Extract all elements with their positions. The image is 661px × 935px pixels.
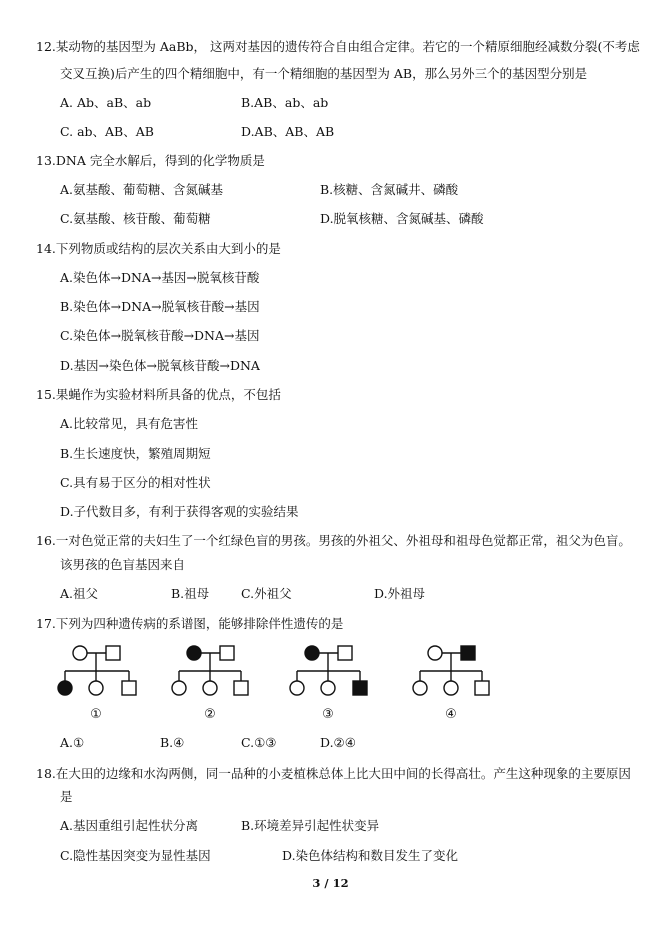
q12-stem-line1: 12.某动物的基因型为 AaBb， 这两对基因的遗传符合自由组合定律。若它的一个精原细胞经减数分裂(不考虑 xyxy=(36,39,640,54)
pedigree3-daughter-normal-2 xyxy=(321,681,335,695)
q16-option-d: D.外祖母 xyxy=(374,586,426,601)
pedigree3-father-normal xyxy=(338,646,352,660)
q14-stem: 14.下列物质或结构的层次关系由大到小的是 xyxy=(36,241,281,256)
q14-option-a: A.染色体→DNA→基因→脱氧核苷酸 xyxy=(60,270,260,285)
q12-option-d: D.AB、AB、AB xyxy=(241,124,335,139)
pedigree4-mother-normal xyxy=(428,646,442,660)
pedigree3-son-affected xyxy=(353,681,367,695)
q16-stem-line1: 16.一对色觉正常的夫妇生了一个红绿色盲的男孩。男孩的外祖父、外祖母和祖母色觉都正常，祖父为色盲。 xyxy=(36,533,631,548)
q12-option-b: B.AB、ab、ab xyxy=(241,95,329,110)
pedigree-label-3: ③ xyxy=(322,707,334,722)
pedigree1-father-normal xyxy=(106,646,120,660)
pedigree3-mother-affected xyxy=(305,646,319,660)
q15-stem: 15.果蝇作为实验材料所具备的优点，不包括 xyxy=(36,387,281,402)
q16-option-b: B.祖母 xyxy=(171,586,210,601)
q17-option-a: A.① xyxy=(60,735,85,750)
q16-option-a: A.祖父 xyxy=(60,586,99,601)
q12-option-a: A. Ab、aB、ab xyxy=(60,95,152,110)
pedigree1-daughter-normal xyxy=(89,681,103,695)
pedigree2-daughter-normal-1 xyxy=(172,681,186,695)
pedigree-3 xyxy=(290,646,367,695)
pedigree-1 xyxy=(58,646,136,695)
q16-stem-line2: 该男孩的色盲基因来自 xyxy=(60,557,186,572)
q13-stem: 13.DNA 完全水解后，得到的化学物质是 xyxy=(36,153,265,168)
q14-option-c: C.染色体→脱氧核苷酸→DNA→基因 xyxy=(60,328,260,343)
pedigree2-son-normal xyxy=(234,681,248,695)
q12-stem-line2: 交叉互换)后产生的四个精细胞中，有一个精细胞的基因型为 AB，那么另外三个的基因型分别是 xyxy=(60,66,588,81)
q13-option-d: D.脱氧核糖、含氮碱基、磷酸 xyxy=(320,211,484,226)
pedigree1-mother-normal xyxy=(73,646,87,660)
q17-option-c: C.①③ xyxy=(241,735,277,750)
q14-option-b: B.染色体→DNA→脱氧核苷酸→基因 xyxy=(60,299,260,314)
q18-stem-line1: 18.在大田的边缘和水沟两侧，同一品种的小麦植株总体上比大田中间的长得高壮。产生这种现象的主要原因 xyxy=(36,766,631,781)
q15-option-a: A.比较常见，具有危害性 xyxy=(60,416,199,431)
pedigree2-daughter-normal-2 xyxy=(203,681,217,695)
pedigree4-father-affected xyxy=(461,646,475,660)
q17-option-d: D.②④ xyxy=(320,735,356,750)
pedigree1-daughter-affected xyxy=(58,681,72,695)
pedigree-2 xyxy=(172,646,248,695)
pedigree-label-4: ④ xyxy=(445,707,457,722)
pedigree4-son-normal xyxy=(475,681,489,695)
q15-option-b: B.生长速度快，繁殖周期短 xyxy=(60,446,211,461)
q15-option-d: D.子代数目多，有利于获得客观的实验结果 xyxy=(60,504,299,519)
pedigree-4 xyxy=(413,646,489,695)
pedigree-label-1: ① xyxy=(90,707,102,722)
pedigree1-son-normal xyxy=(122,681,136,695)
q18-option-c: C.隐性基因突变为显性基因 xyxy=(60,848,211,863)
q15-option-c: C.具有易于区分的相对性状 xyxy=(60,475,211,490)
pedigree3-daughter-normal-1 xyxy=(290,681,304,695)
q12-option-c: C. ab、AB、AB xyxy=(60,124,154,139)
q14-option-d: D.基因→染色体→脱氧核苷酸→DNA xyxy=(60,358,260,373)
pedigree-label-2: ② xyxy=(204,707,216,722)
q13-option-a: A.氨基酸、葡萄糖、含氮碱基 xyxy=(60,182,224,197)
q13-option-c: C.氨基酸、核苷酸、葡萄糖 xyxy=(60,211,211,226)
pedigree4-daughter-normal-1 xyxy=(413,681,427,695)
q13-option-b: B.核糖、含氮碱井、磷酸 xyxy=(320,182,459,197)
q17-option-b: B.④ xyxy=(160,735,185,750)
pedigree2-father-normal xyxy=(220,646,234,660)
q18-option-d: D.染色体结构和数目发生了变化 xyxy=(282,848,459,863)
q18-stem-line2: 是 xyxy=(60,789,73,804)
pedigree2-mother-affected xyxy=(187,646,201,660)
q18-option-b: B.环境差异引起性状变异 xyxy=(241,818,380,833)
page-number: 3 / 12 xyxy=(312,876,349,890)
q18-option-a: A.基因重组引起性状分离 xyxy=(60,818,199,833)
q16-option-c: C.外祖父 xyxy=(241,586,292,601)
q17-stem: 17.下列为四种遗传病的系谱图，能够排除伴性遗传的是 xyxy=(36,616,344,631)
pedigree-charts xyxy=(40,638,510,722)
pedigree4-daughter-normal-2 xyxy=(444,681,458,695)
